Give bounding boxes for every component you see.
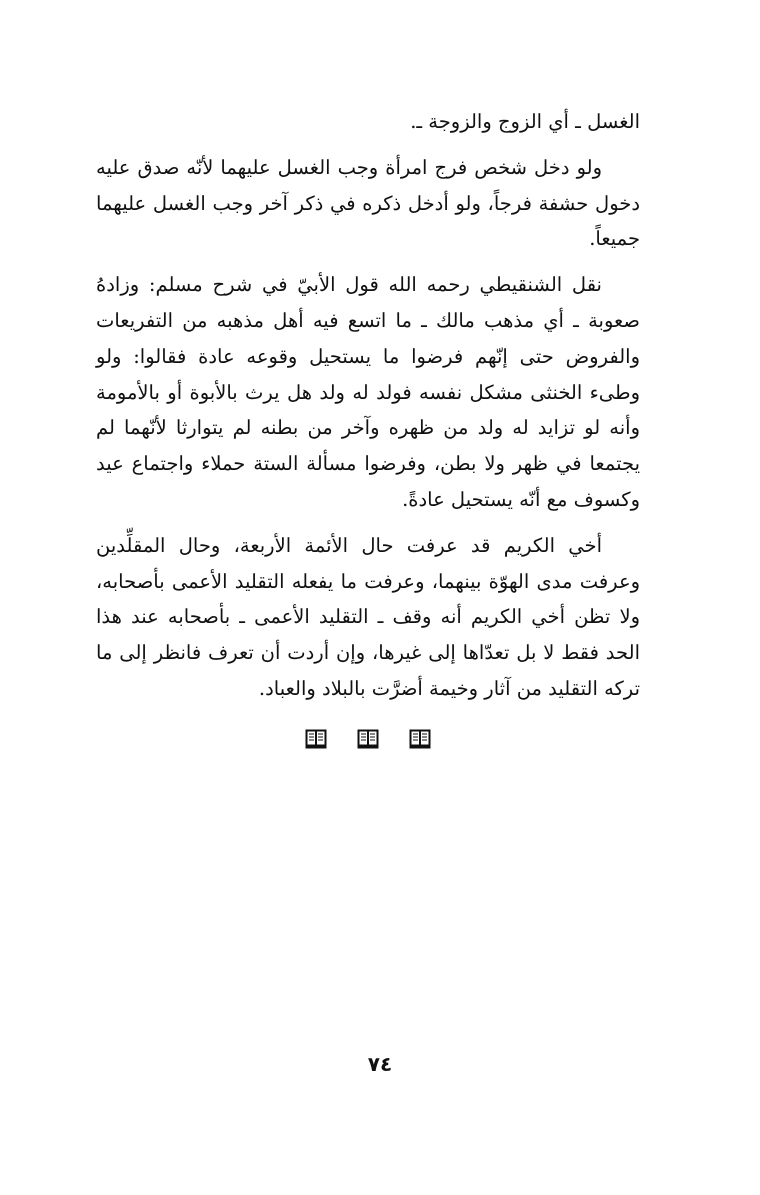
paragraph: الغسل ـ أي الزوج والزوجة ـ. bbox=[410, 110, 640, 133]
paragraph: نقل الشنقيطي رحمه الله قول الأبيّ في شرح مسلم: وزادهُ صعوبة ـ أي مذهب مالك ـ ما اتسع فيه أهل مذهبه من التفريعات والفروض حتى إنّهم فرضوا ما يستحيل وقوعه عادة فقالوا: ولو وطىء الخنثى مشكل نفسه فولد له ولد هل يرث بالأبوة أو بالأمومة وأنه لو تزايد له ولد من ظهره وآخر من بطنه لم يتوارثا لأنّهما لم يجتمعا في ظهر ولا بطن، وفرضوا مسألة الستة حملاء واجتماع عيد وكسوف مع أنّه يستحيل عادةً. bbox=[96, 273, 640, 511]
page-number: ٧٤ bbox=[367, 1052, 393, 1076]
section-separator bbox=[96, 729, 640, 749]
page-body bbox=[96, 104, 640, 749]
paragraph: أخي الكريم قد عرفت حال الأئمة الأربعة، وحال المقلِّدين وعرفت مدى الهوّة بينهما، وعرفت ما يفعله التقليد الأعمى بأصحابه، ولا تظن أخي الكريم أنه وقف ـ التقليد الأعمى ـ بأصحابه عند هذا الحد فقط لا بل تعدّاها إلى غيرها، وإن أردت أن تعرف فانظر إلى ما تركه التقليد من آثار وخيمة أضرَّت بالبلاد والعباد. bbox=[96, 533, 640, 700]
book-icon bbox=[409, 729, 431, 749]
book-icon bbox=[357, 729, 379, 749]
book-icon bbox=[305, 729, 327, 749]
paragraph: ولو دخل شخص فرج امرأة وجب الغسل عليهما لأنّه صدق عليه دخول حشفة فرجاً، ولو أدخل ذكره في ذكر آخر وجب الغسل عليهما جميعاً. bbox=[96, 155, 640, 251]
